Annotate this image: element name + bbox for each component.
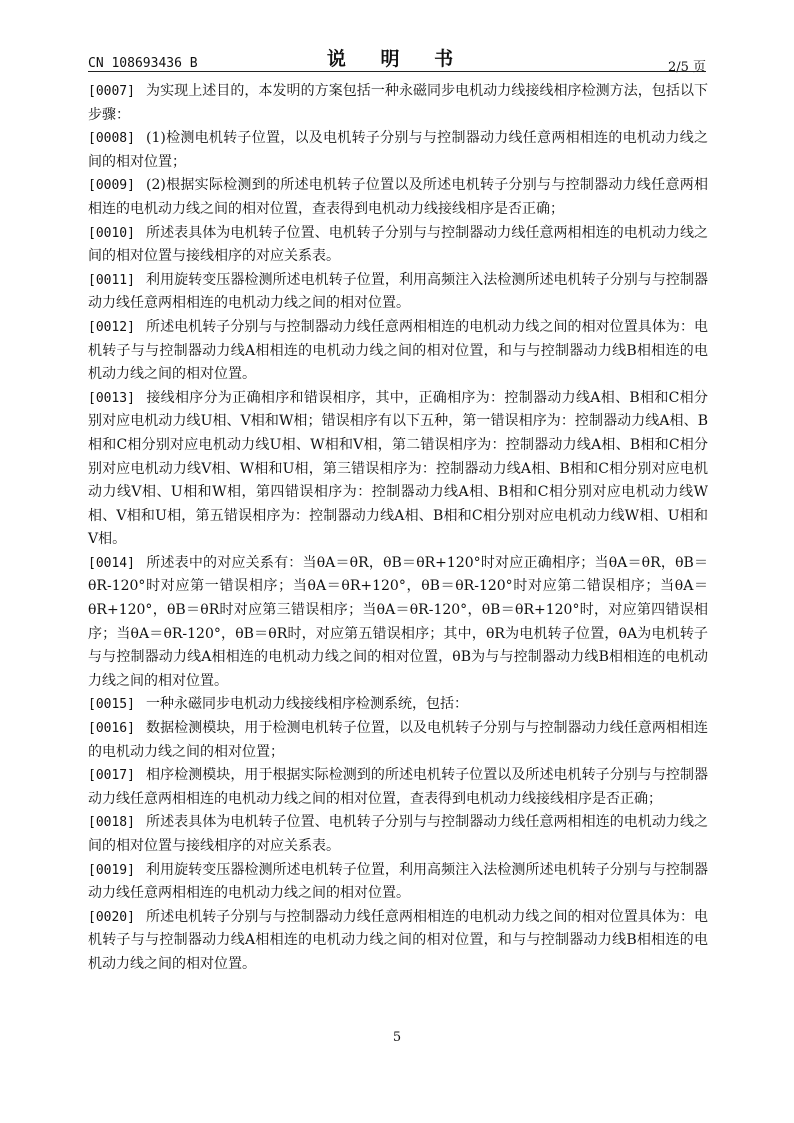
paragraph-number: [0020] [88, 909, 135, 925]
paragraph [88, 764, 708, 811]
paragraph-number: [0014] [88, 555, 135, 571]
paragraph [88, 80, 708, 127]
paragraph-number: [0007] [88, 84, 135, 99]
paragraph-number: [0013] [88, 390, 135, 406]
paragraph-text: 为实现上述目的，本发明的方案包括一种永磁同步电机动力线接线相序检测方法，包括以下步骤： [88, 83, 708, 123]
paragraph [88, 906, 708, 977]
paragraph-text: 所述表具体为电机转子位置、电机转子分别与与控制器动力线任意两相相连的电机动力线之间的相对位置与接线相序的对应关系表。 [88, 814, 708, 854]
paragraph-number: [0018] [88, 815, 135, 831]
paragraph-text: 所述表中的对应关系有：当θA＝θR，θB＝θR+120°时对应正确相序；当θA＝θR，θB＝θR-120°时对应第一错误相序；当θA＝θR+120°，θB＝θR-120°时对应第二错误相序；当θA＝θR+120°，θB＝θR时对应第三错误相序；当θA＝θR-120°，θB＝θR+120°时，对应第四错误相序；当θA＝θR-120°，θB＝θR时，对应第五错误相序；其中，θR为电机转子位置，θA为电机转子与与控制器动力线A相相连的电机动力线之间的相对位置，θB为与与控制器动力线B相相连的电机动力线之间的相对位置。 [88, 554, 708, 689]
paragraph-number: [0017] [88, 768, 135, 784]
page-number: 5 [392, 1030, 402, 1045]
paragraph-text: 相序检测模块，用于根据实际检测到的所述电机转子位置以及所述电机转子分别与与控制器动力线任意两相相连的电机动力线之间的相对位置，查表得到电机动力线接线相序是否正确； [88, 767, 708, 807]
paragraph-text: 利用旋转变压器检测所述电机转子位置，利用高频注入法检测所述电机转子分别与与控制器动力线任意两相相连的电机动力线之间的相对位置。 [88, 271, 708, 312]
paragraph [88, 269, 708, 316]
paragraph-number: [0012] [88, 319, 135, 335]
paragraph-number: [0008] [88, 131, 135, 147]
paragraph-text: 利用旋转变压器检测所述电机转子位置，利用高频注入法检测所述电机转子分别与与控制器动力线任意两相相连的电机动力线之间的相对位置。 [88, 861, 708, 902]
paragraph-text: (1)检测电机转子位置，以及电机转子分别与与控制器动力线任意两相相连的电机动力线之间的相对位置； [88, 130, 708, 170]
document-body [88, 80, 708, 977]
paragraph-text: 数据检测模块，用于检测电机转子位置，以及电机转子分别与与控制器动力线任意两相相连的电机动力线之间的相对位置； [88, 720, 708, 760]
paragraph-text: 所述表具体为电机转子位置、电机转子分别与与控制器动力线任意两相相连的电机动力线之间的相对位置与接线相序的对应关系表。 [88, 224, 708, 265]
paragraph-number: [0009] [88, 178, 135, 194]
paragraph-number: [0015] [88, 697, 135, 713]
paragraph-text: 所述电机转子分别与与控制器动力线任意两相相连的电机动力线之间的相对位置具体为：电机转子与与控制器动力线A相相连的电机动力线之间的相对位置，和与与控制器动力线B相相连的电机动力线之间的相对位置。 [88, 318, 708, 383]
paragraph-number: [0011] [88, 272, 135, 288]
paragraph [88, 127, 708, 174]
paragraph [88, 552, 708, 694]
document-title: 说 明 书 [326, 48, 468, 70]
paragraph [88, 717, 708, 764]
page-header [88, 44, 706, 74]
paragraph-number: [0016] [88, 721, 135, 737]
header-divider [88, 71, 706, 72]
page-indicator: 2/5 页 [667, 60, 706, 75]
paragraph [88, 174, 708, 221]
paragraph [88, 222, 708, 269]
paragraph-number: [0019] [88, 862, 135, 878]
paragraph [88, 387, 708, 552]
paragraph-text: 所述电机转子分别与与控制器动力线任意两相相连的电机动力线之间的相对位置具体为：电机转子与与控制器动力线A相相连的电机动力线之间的相对位置，和与与控制器动力线B相相连的电机动力线之间的相对位置。 [88, 908, 708, 972]
paragraph [88, 693, 708, 717]
paragraph-text: 一种永磁同步电机动力线接线相序检测系统，包括： [146, 696, 468, 713]
patent-number: CN 108693436 B [88, 56, 198, 71]
paragraph-text: 接线相序分为正确相序和错误相序，其中，正确相序为：控制器动力线A相、B相和C相分别对应电机动力线U相、V相和W相；错误相序有以下五种，第一错误相序为：控制器动力线A相、B相和C相分别对应电机动力线U相、W相和V相，第二错误相序为：控制器动力线A相、B相和C相分别对应电机动力线V相、W相和U相，第三错误相序为：控制器动力线A相、B相和C相分别对应电机动力线V相、U相和W相，第四错误相序为：控制器动力线A相、B相和C相分别对应电机动力线W相、V相和U相，第五错误相序为：控制器动力线A相、B相和C相分别对应电机动力线W相、U相和V相。 [88, 389, 708, 548]
paragraph [88, 859, 708, 906]
paragraph-number: [0010] [88, 225, 135, 241]
paragraph [88, 316, 708, 387]
paragraph-text: (2)根据实际检测到的所述电机转子位置以及所述电机转子分别与与控制器动力线任意两相相连的电机动力线之间的相对位置，查表得到电机动力线接线相序是否正确； [88, 177, 708, 217]
paragraph [88, 811, 708, 858]
